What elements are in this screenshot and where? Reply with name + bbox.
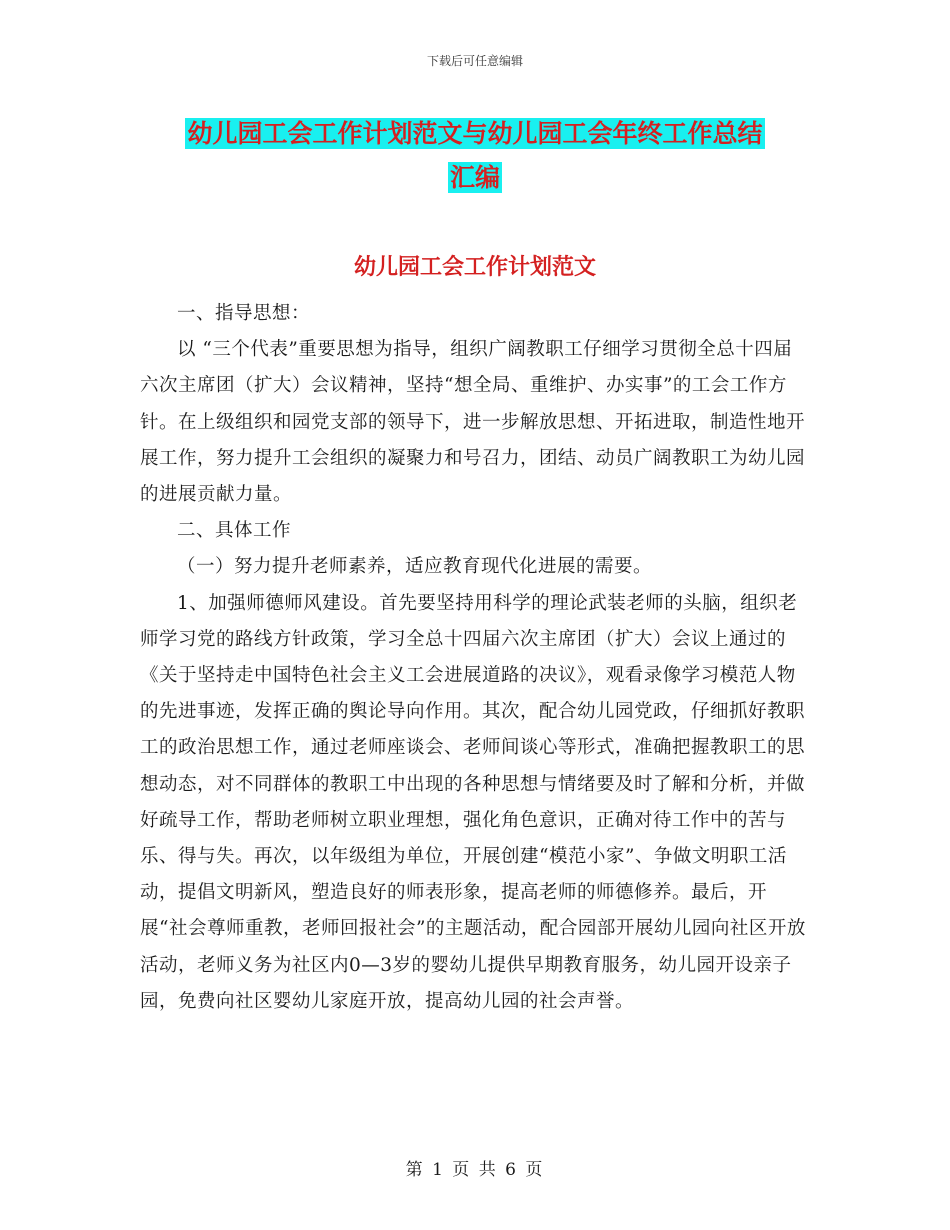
page-header-note: 下载后可任意编辑	[426, 54, 523, 68]
document-title-line2	[0, 158, 950, 194]
paragraph-work-heading: 二、具体工作	[177, 520, 292, 542]
paragraph-guiding-heading: 一、指导思想：	[177, 303, 311, 324]
page-number: 第 1 页 共 6 页	[405, 1160, 545, 1180]
section-title: 幼儿园工会工作计划范文	[353, 255, 596, 280]
document-title-line1	[0, 114, 950, 150]
document-body	[140, 296, 810, 1020]
title-highlight-1: 幼儿园工会工作计划范文与幼儿园工会年终工作总结	[187, 119, 763, 148]
paragraph-guiding-text: 以 “三个代表”重要思想为指导，组织广阔教职工仔细学习贯彻全总十四届六次主席团（扩大）会议精神，坚持“想全局、重维护、办实事”的工会工作方针。在上级组织和园党支部的领导下，进一步解放思想、开拓进取，制造性地开展工作，努力提升工会组织的凝聚力和号召力，团结、动员广阔教职工为幼儿园的进展贡献力量。	[140, 339, 806, 506]
paragraph-subheading-1: （一）努力提升老师素养，适应教育现代化进展的需要。	[177, 556, 653, 578]
paragraph-item-1: 1、加强师德师风建设。首先要坚持用科学的理论武装老师的头脑，组织老师学习党的路线方针政策，学习全总十四届六次主席团（扩大）会议上通过的《关于坚持走中国特色社会主义工会进展道路的决议》，观看录像学习模范人物的先进事迹，发挥正确的舆论导向作用。其次，配合幼儿园党政，仔细抓好教职工的政治思想工作，通过老师座谈会、老师间谈心等形式，准确把握教职工的思想动态，对不同群体的教职工中出现的各种思想与情绪要及时了解和分析，并做好疏导工作，帮助老师树立职业理想，强化角色意识，正确对待工作中的苦与乐、得与失。再次，以年级组为单位，开展创建“模范小家”、争做文明职工活动，提倡文明新风，塑造良好的师表形象，提高老师的师德修养。最后，开展“社会尊师重教，老师回报社会”的主题活动，配合园部开展幼儿园向社区开放活动，老师义务为社区内0—3岁的婴幼儿提供早期教育服务，幼儿园开设亲子园，免费向社区婴幼儿家庭开放，提高幼儿园的社会声誉。	[140, 592, 806, 1012]
title-highlight-2: 汇编	[449, 163, 500, 192]
